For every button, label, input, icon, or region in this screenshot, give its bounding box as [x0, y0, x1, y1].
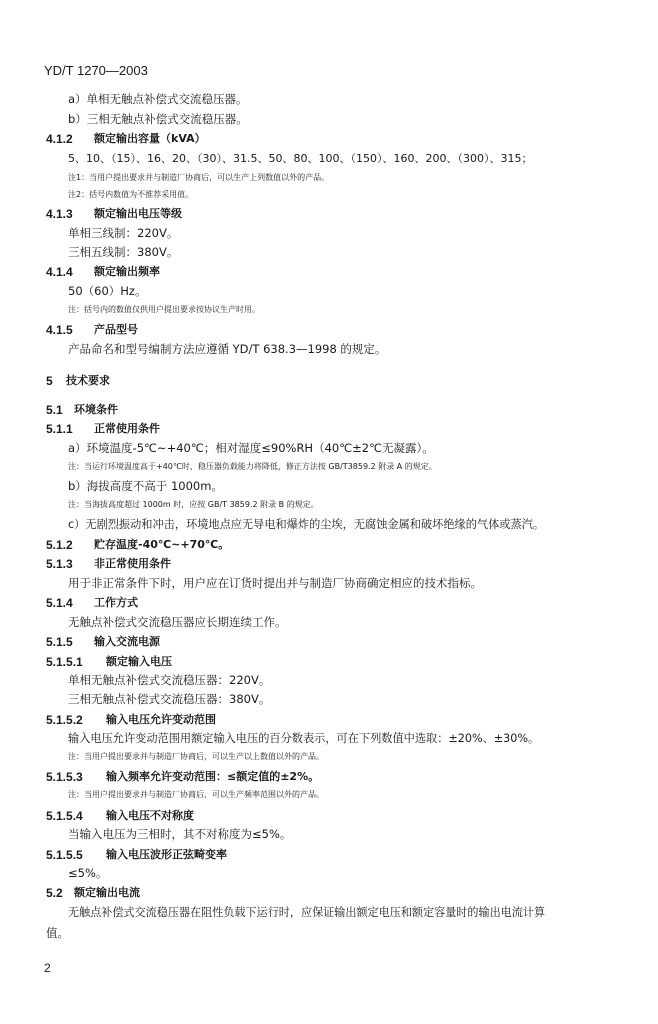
paragraph: 无触点补偿式交流稳压器在阻性负载下运行时，应保证输出额定电压和额定容量时的输出电流计算: [68, 906, 546, 919]
section-number: 4.1.5: [46, 323, 73, 337]
paragraph: ≤5%。: [68, 866, 108, 880]
paragraph: 50（60）Hz。: [68, 284, 147, 298]
section-number: 5.1.5.2: [46, 713, 83, 727]
list-item-a: a）环境温度-5℃~+40℃；相对湿度≤90%RH（40℃±2℃无凝露）。: [68, 441, 434, 455]
section-title: 环境条件: [74, 403, 118, 416]
section-title: 正常使用条件: [94, 422, 160, 435]
section-number: 5.1.5.5: [46, 848, 83, 862]
section-title: 输入电压不对称度: [106, 809, 194, 822]
paragraph: 单相三线制：220V。: [68, 226, 179, 240]
note: 注：当海拔高度超过 1000m 时，应按 GB/T 3859.2 附录 B 的规定。: [68, 500, 319, 509]
paragraph: 当输入电压为三相时，其不对称度为≤5%。: [68, 827, 292, 841]
section-number: 5.1.2: [46, 538, 73, 552]
note: 注：当用户提出要求并与制造厂协商后，可以生产频率范围以外的产品。: [68, 790, 324, 799]
section-number: 4.1.2: [46, 132, 73, 146]
section-title: 输入交流电源: [94, 635, 160, 648]
section-number: 4.1.4: [46, 265, 73, 279]
list-item-c: c）无剧烈振动和冲击，环境地点应无导电和爆炸的尘埃，无腐蚀金属和破坏绝缘的气体或蒸汽。: [68, 518, 545, 531]
paragraph: 用于非正常条件下时，用户应在订货时提出并与制造厂协商确定相应的技术指标。: [68, 576, 482, 590]
note: 注：当运行环境温度高于+40℃时，稳压器负载能力将降低，修正方法按 GB/T3859.2 附录 A 的规定。: [68, 462, 437, 471]
section-number: 5.2: [46, 886, 63, 900]
section-number: 5.1: [46, 403, 63, 417]
section-title: 额定输出电压等级: [94, 207, 182, 220]
section-number: 5.1.4: [46, 596, 73, 610]
section-title: 额定输出频率: [94, 265, 160, 278]
paragraph: 三相五线制：380V。: [68, 245, 179, 259]
list-item-b: b）三相无触点补偿式交流稳压器。: [68, 112, 248, 126]
section-number: 5.1.3: [46, 557, 73, 571]
section-title: 非正常使用条件: [94, 557, 171, 570]
paragraph: 无触点补偿式交流稳压器应长期连续工作。: [68, 615, 287, 629]
paragraph: 三相无触点补偿式交流稳压器：380V。: [68, 692, 271, 706]
section-title: 输入电压波形正弦畸变率: [106, 848, 227, 861]
document-header: YD/T 1270—2003: [44, 63, 148, 78]
note: 注：当用户提出要求并与制造厂协商后，可以生产以上数值以外的产品。: [68, 752, 324, 761]
section-title: 额定输出电流: [74, 886, 140, 899]
section-number: 5.1.5.3: [46, 770, 83, 784]
section-title: 输入电压允许变动范围: [106, 713, 216, 726]
note: 注：括号内的数值仅供用户提出要求按协议生产时用。: [68, 305, 260, 314]
section-number: 5.1.5: [46, 635, 73, 649]
list-item-a: a）单相无触点补偿式交流稳压器。: [68, 92, 248, 106]
list-item-b: b）海拔高度不高于 1000m。: [68, 479, 223, 493]
capacity-values: 5、10、（15）、16、20、（30）、31.5、50、80、100、（150）、160、200、（300）、315；: [68, 152, 533, 165]
note: 注2：括号内数值为不推荐采用值。: [68, 190, 194, 199]
section-title: 额定输入电压: [106, 655, 172, 668]
section-number: 5.1.5.4: [46, 809, 83, 823]
page-number: 2: [44, 961, 51, 975]
section-title: 贮存温度-40℃~+70℃。: [94, 538, 230, 551]
note: 注1：当用户提出要求并与制造厂协商后，可以生产上列数值以外的产品。: [68, 173, 330, 182]
section-title: 产品型号: [94, 323, 138, 336]
section-number: 5.1.1: [46, 422, 73, 436]
section-number: 5.1.5.1: [46, 655, 83, 669]
section-title: 技术要求: [66, 374, 110, 387]
section-title: 额定输出容量（kVA）: [94, 132, 206, 145]
section-title: 工作方式: [94, 596, 138, 609]
paragraph: 输入电压允许变动范围用额定输入电压的百分数表示，可在下列数值中选取：±20%、±30%。: [68, 732, 540, 745]
section-title: 输入频率允许变动范围：≤额定值的±2%。: [106, 770, 320, 783]
section-number: 4.1.3: [46, 207, 73, 221]
paragraph: 产品命名和型号编制方法应遵循 YD/T 638.3—1998 的规定。: [68, 342, 387, 356]
section-number: 5: [46, 374, 53, 388]
paragraph: 单相无触点补偿式交流稳压器：220V。: [68, 673, 271, 687]
paragraph-continuation: 值。: [46, 926, 69, 940]
